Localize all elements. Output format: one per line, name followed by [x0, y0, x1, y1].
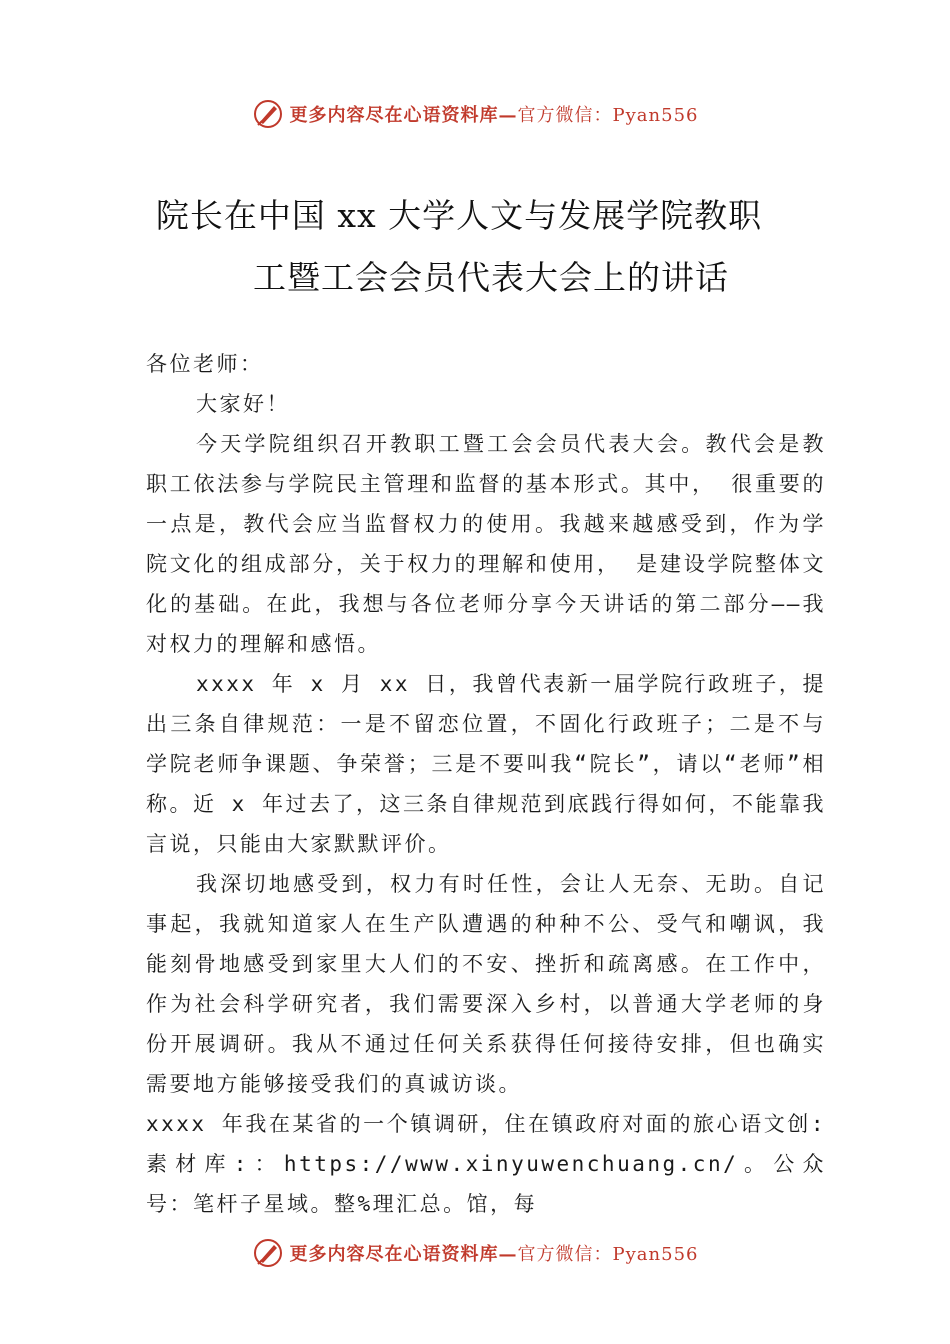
document-title-line-1: 院长在中国 xx 大学人文与发展学院教职: [155, 196, 763, 235]
document-title-line-2: 工暨工会会员代表大会上的讲话: [253, 258, 729, 297]
banner-text: 更多内容尽在心语资料库—官方微信：Pyan556: [289, 105, 699, 126]
wechat-id: Pyan556: [612, 105, 699, 126]
paragraph-1: 今天学院组织召开教职工暨工会会员代表大会。教代会是教职工依法参与学院民主管理和监督的基本形式。其中， 很重要的一点是，教代会应当监督权力的使用。我越来越感受到，作为学院文化的组成部分，关于权力的理解和使用， 是建设学院整体文化的基础。在此，我想与各位老师分享今天讲话的第二部分——我对权力的理解和感悟。: [146, 432, 826, 656]
watermark-banner-top: [0, 94, 950, 134]
greeting: 大家好！: [196, 392, 290, 416]
paragraph-3: 我深切地感受到，权力有时任性，会让人无奈、无助。自记事起，我就知道家人在生产队遭遇的种种不公、受气和嘲讽，我能刻骨地感受到家里大人们的不安、挫折和疏离感。在工作中，作为社会科学研究者，我们需要深入乡村，以普通大学老师的身份开展调研。我从不通过任何关系获得任何接待安排，但也确实需要地方能够接受我们的真诚访谈。: [146, 872, 826, 1096]
paragraph-4: xxxx 年我在某省的一个镇调研，住在镇政府对面的旅心语文创:素材库:：https://www.xinyuwenchuang.cn/。公众号：笔杆子星域。整%理汇总。馆，每: [146, 1112, 826, 1216]
quill-logo-icon: [252, 1237, 284, 1269]
document-body: [146, 344, 826, 1224]
watermark-banner-bottom: [0, 1233, 950, 1273]
banner-text: 更多内容尽在心语资料库—官方微信：Pyan556: [289, 1244, 699, 1265]
wechat-id: Pyan556: [612, 1244, 699, 1265]
paragraph-2: xxxx 年 x 月 xx 日，我曾代表新一届学院行政班子，提出三条自律规范：一是不留恋位置，不固化行政班子；二是不与学院老师争课题、争荣誉；三是不要叫我“院长”，请以“老师”相称。近 x 年过去了，这三条自律规范到底践行得如何，不能靠我言说，只能由大家默默评价。: [146, 672, 826, 856]
quill-logo-icon: [252, 98, 284, 130]
salutation: 各位老师：: [146, 352, 264, 376]
